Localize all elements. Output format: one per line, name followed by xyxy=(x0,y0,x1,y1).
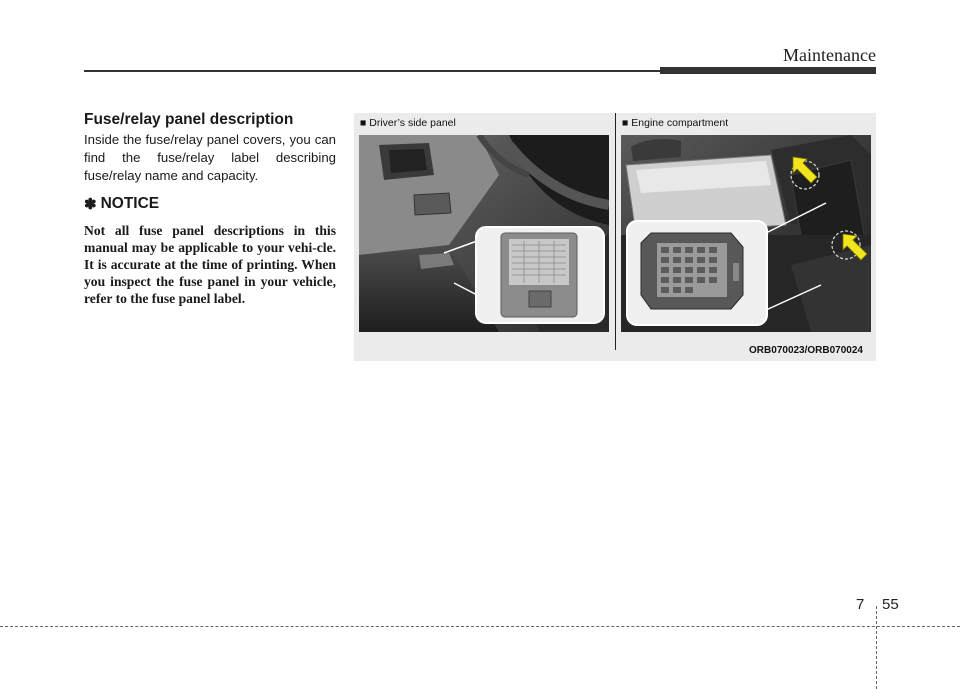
chapter-number: 7 xyxy=(856,596,865,613)
header-rule-bar xyxy=(660,67,876,74)
notice-heading xyxy=(84,195,159,213)
figure-divider xyxy=(615,113,616,350)
page-number: 55 xyxy=(882,596,899,613)
intro-paragraph: Inside the fuse/relay panel covers, you can find the fuse/relay label describing fuse/relay name and capacity. xyxy=(84,132,336,183)
drivers-side-illustration xyxy=(359,135,609,332)
drivers-side-photo xyxy=(359,135,609,332)
right-panel-caption: ■ Engine compartment xyxy=(622,117,729,129)
section-title: Fuse/relay panel description xyxy=(84,111,294,128)
fuse-panel-figure xyxy=(354,113,876,361)
engine-compartment-illustration xyxy=(621,135,871,332)
running-head: Maintenance xyxy=(783,45,876,65)
left-panel-caption: ■ Driver’s side panel xyxy=(360,117,456,129)
notice-body: Not all fuse panel descriptions in this manual may be applicable to your vehi-cle. It is accurate at the time of printing. When you inspect the fuse panel in your vehicle, refer to the fuse panel label. xyxy=(84,223,336,306)
notice-title: NOTICE xyxy=(100,195,160,212)
footer-divider xyxy=(876,606,877,689)
header-rule xyxy=(84,70,660,72)
footer-rule xyxy=(0,626,960,627)
figure-code: ORB070023/ORB070024 xyxy=(749,345,863,356)
engine-compartment-photo xyxy=(621,135,871,332)
notice-icon: ✽ xyxy=(84,196,97,213)
